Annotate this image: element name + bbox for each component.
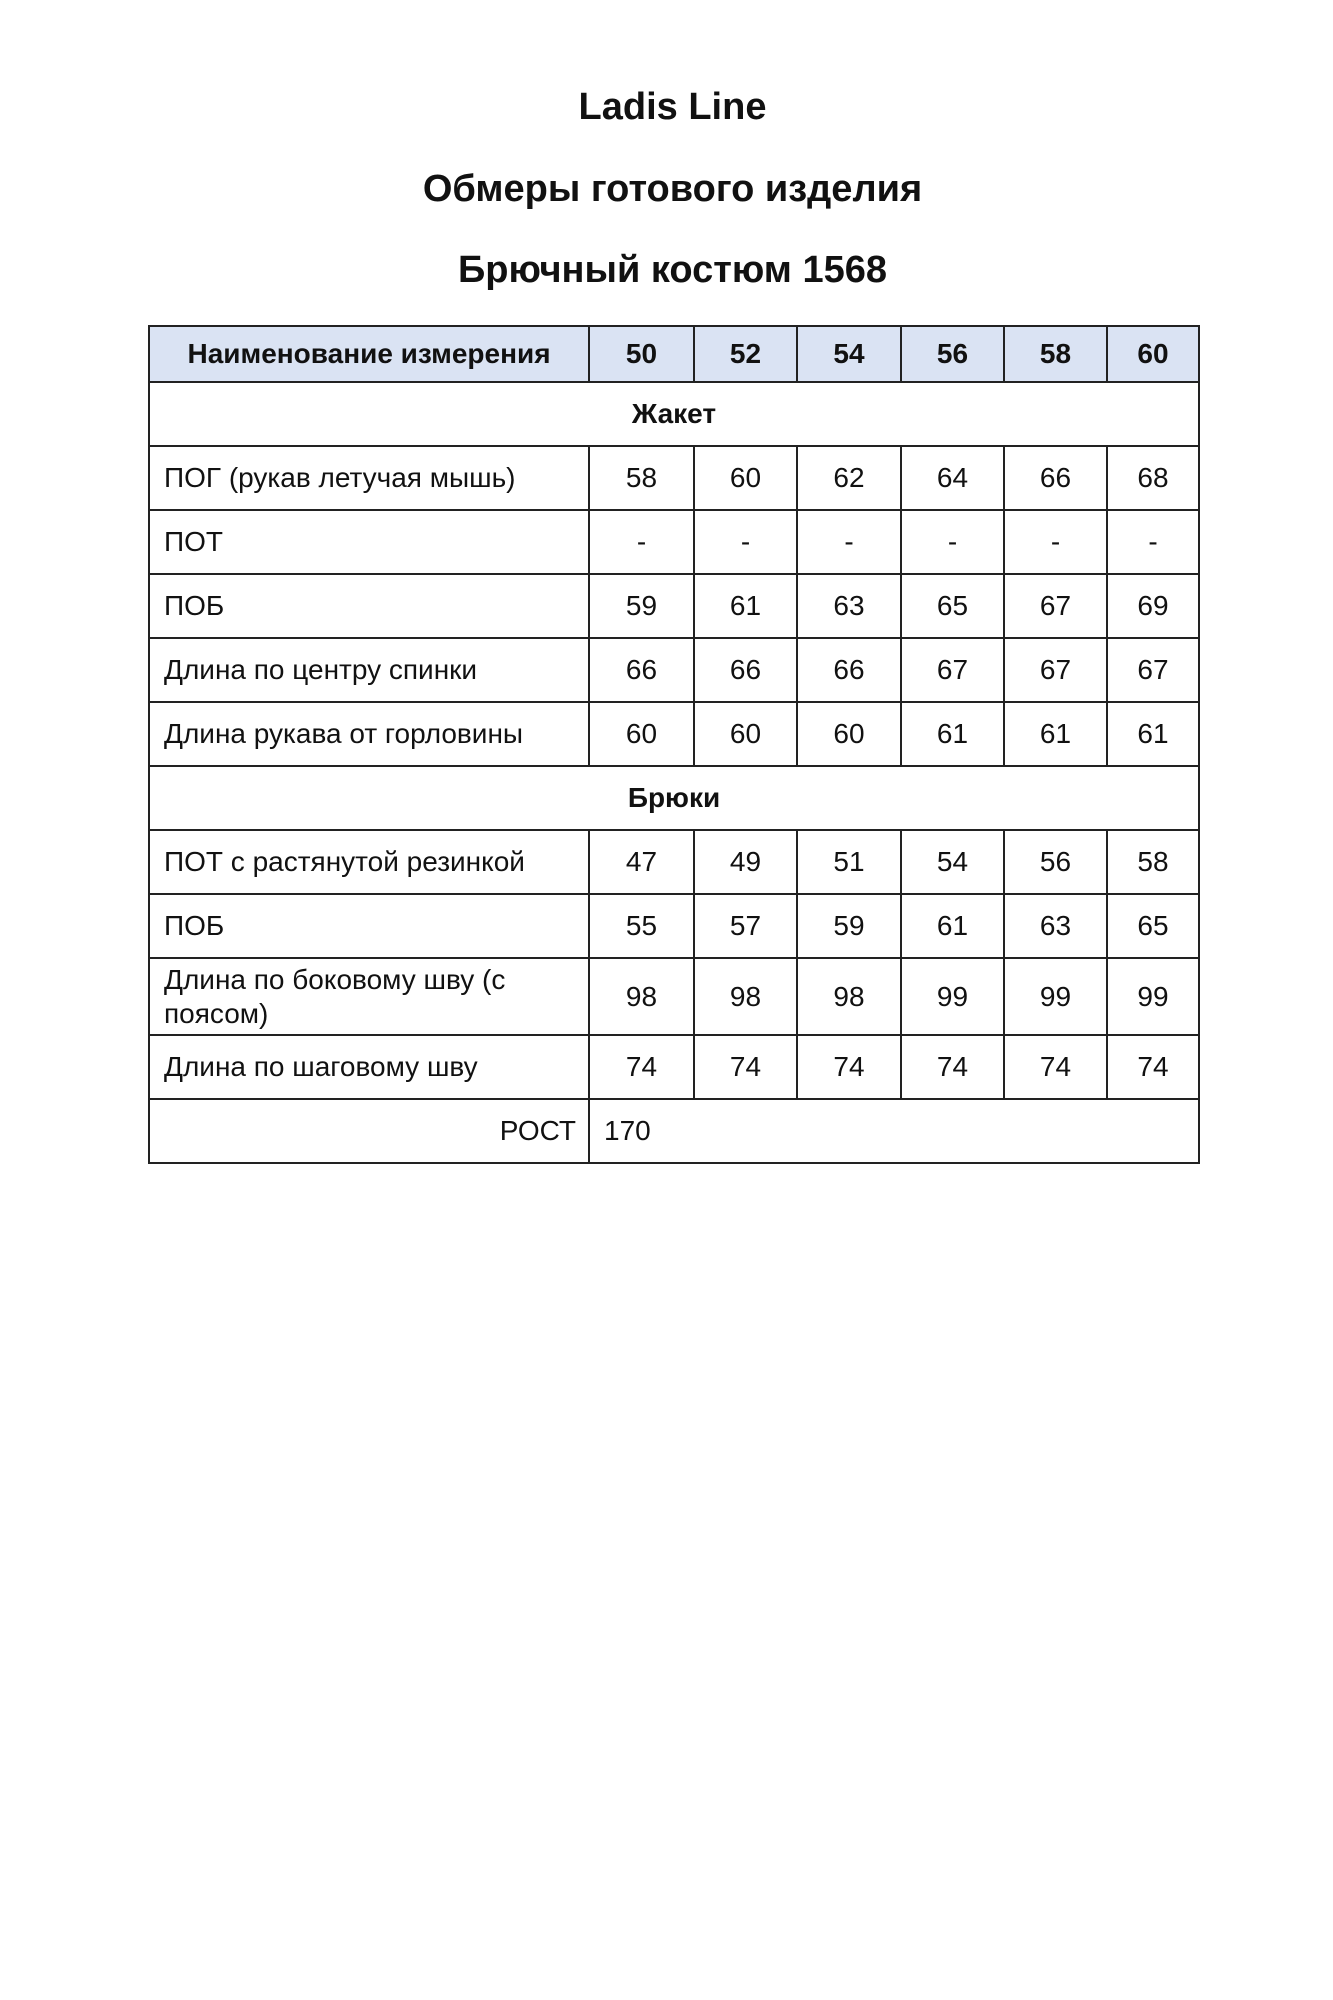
measurement-value: 61 [901, 702, 1004, 766]
measurement-value: 49 [694, 830, 797, 894]
measurement-value: 65 [1107, 894, 1199, 958]
measurement-value: 61 [1004, 702, 1107, 766]
document-subtitle: Обмеры готового изделия [422, 168, 923, 210]
measurement-value: 58 [589, 446, 694, 510]
product-title: Брючный костюм 1568 [457, 249, 888, 291]
measurement-value: 74 [1004, 1035, 1107, 1099]
header-size-cell: 58 [1004, 326, 1107, 382]
measurement-value: 99 [901, 958, 1004, 1035]
measurement-value: 60 [694, 446, 797, 510]
measurement-value: 66 [1004, 446, 1107, 510]
measurement-value: 63 [797, 574, 901, 638]
measurement-value: 67 [1107, 638, 1199, 702]
table-row [149, 574, 1199, 638]
measurement-value: 51 [797, 830, 901, 894]
header-size-cell: 60 [1107, 326, 1199, 382]
measurement-value: 59 [797, 894, 901, 958]
measurement-value: 74 [1107, 1035, 1199, 1099]
measurement-name: Длина рукава от горловины [149, 702, 589, 766]
table-row [149, 1035, 1199, 1099]
measurement-value: 74 [589, 1035, 694, 1099]
measurement-value: 61 [901, 894, 1004, 958]
measurement-value: 67 [1004, 574, 1107, 638]
measurement-value: 60 [797, 702, 901, 766]
table-row [149, 638, 1199, 702]
height-row [149, 1099, 1199, 1163]
measurements-table [148, 325, 1200, 1164]
measurement-value: 66 [694, 638, 797, 702]
brand-title: Ladis Line [578, 86, 767, 128]
measurement-value: - [1004, 510, 1107, 574]
measurement-value: 65 [901, 574, 1004, 638]
measurement-name: ПОТ с растянутой резинкой [149, 830, 589, 894]
measurement-value: - [797, 510, 901, 574]
measurement-name: ПОБ [149, 894, 589, 958]
measurement-value: 74 [694, 1035, 797, 1099]
measurement-value: 68 [1107, 446, 1199, 510]
measurement-value: 98 [694, 958, 797, 1035]
measurement-value: 61 [1107, 702, 1199, 766]
section-row [149, 382, 1199, 446]
height-label: РОСТ [149, 1099, 589, 1163]
measurement-value: 58 [1107, 830, 1199, 894]
section-title: Брюки [149, 766, 1199, 830]
measurement-value: 98 [797, 958, 901, 1035]
measurement-value: 62 [797, 446, 901, 510]
measurement-value: 60 [589, 702, 694, 766]
header-row [149, 326, 1199, 382]
measurement-value: 66 [797, 638, 901, 702]
measurement-value: 47 [589, 830, 694, 894]
measurement-value: 99 [1004, 958, 1107, 1035]
measurement-name: ПОГ (рукав летучая мышь) [149, 446, 589, 510]
section-row [149, 766, 1199, 830]
measurement-value: 67 [901, 638, 1004, 702]
height-value: 170 [589, 1099, 1199, 1163]
measurement-name: ПОБ [149, 574, 589, 638]
table-row [149, 830, 1199, 894]
table-row [149, 510, 1199, 574]
measurement-value: 99 [1107, 958, 1199, 1035]
measurement-name: Длина по центру спинки [149, 638, 589, 702]
table-row [149, 702, 1199, 766]
measurement-value: - [1107, 510, 1199, 574]
measurement-value: 74 [797, 1035, 901, 1099]
measurement-value: 98 [589, 958, 694, 1035]
measurement-name: Длина по шаговому шву [149, 1035, 589, 1099]
measurement-value: 64 [901, 446, 1004, 510]
header-size-cell: 56 [901, 326, 1004, 382]
table-row [149, 446, 1199, 510]
measurement-value: 69 [1107, 574, 1199, 638]
measurement-value: 63 [1004, 894, 1107, 958]
measurement-value: 56 [1004, 830, 1107, 894]
measurement-value: 54 [901, 830, 1004, 894]
table-row [149, 958, 1199, 1035]
measurement-value: - [901, 510, 1004, 574]
measurement-value: - [694, 510, 797, 574]
measurement-value: 74 [901, 1035, 1004, 1099]
section-title: Жакет [149, 382, 1199, 446]
measurement-name: ПОТ [149, 510, 589, 574]
measurement-value: - [589, 510, 694, 574]
measurement-value: 66 [589, 638, 694, 702]
header-size-cell: 54 [797, 326, 901, 382]
measurement-value: 67 [1004, 638, 1107, 702]
measurement-value: 60 [694, 702, 797, 766]
header-size-cell: 52 [694, 326, 797, 382]
measurement-value: 55 [589, 894, 694, 958]
header-size-cell: 50 [589, 326, 694, 382]
header-name-cell: Наименование измерения [149, 326, 589, 382]
measurement-value: 59 [589, 574, 694, 638]
measurement-value: 61 [694, 574, 797, 638]
table-row [149, 894, 1199, 958]
measurement-value: 57 [694, 894, 797, 958]
measurement-name: Длина по боковому шву (с поясом) [149, 958, 589, 1035]
